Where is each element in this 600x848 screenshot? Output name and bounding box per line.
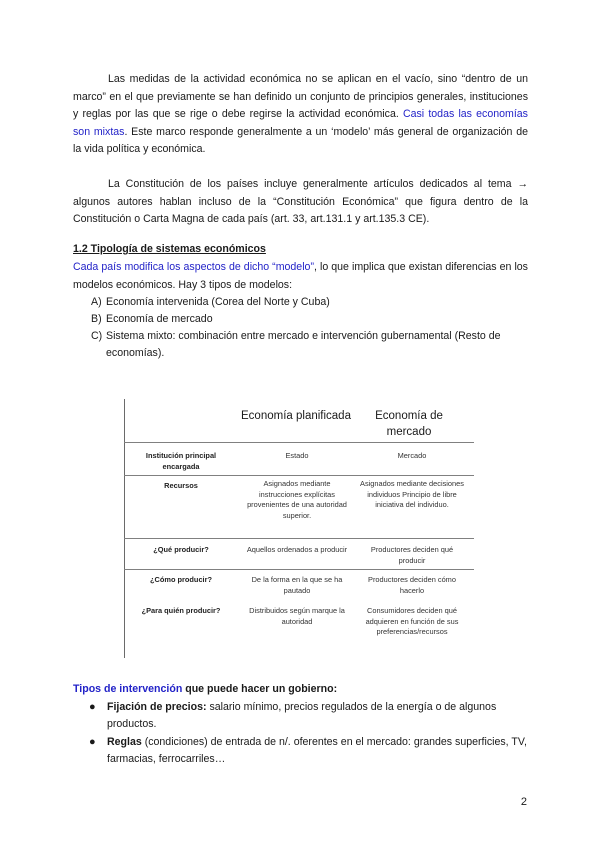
highlight-intervention-types: Tipos de intervención: [73, 683, 183, 695]
cell-market-for-whom: Consumidores deciden qué adquieren en función de sus preferencias/recursos: [365, 606, 459, 636]
list-marker: C): [91, 330, 103, 342]
list-item: [73, 311, 528, 328]
bullet-icon: ●: [89, 735, 96, 748]
highlight-country-models: Cada país modifica los aspectos de dicho “modelo”: [73, 261, 314, 273]
model-list: [73, 294, 528, 362]
list-item-text: Economía de mercado: [106, 313, 213, 325]
column-header-planned: Economía planificada: [241, 410, 351, 422]
cell-planned-what: Aquellos ordenados a producir: [246, 545, 348, 554]
cell-market-resources: Asignados mediante decisiones individuos Principio de libre iniciativa del individuo.: [360, 479, 464, 509]
table-row-divider: [124, 569, 474, 570]
table-row-divider: [124, 475, 474, 476]
table-left-border: [124, 399, 125, 658]
economic-systems-table-image: [124, 399, 474, 658]
row-header-resources: Recursos: [164, 481, 198, 490]
row-header-institution: Institución principal encargada: [145, 451, 217, 471]
list-item-text: Sistema mixto: combinación entre mercado e intervención gubernamental (Resto de economías).: [106, 330, 501, 359]
bullet-icon: ●: [89, 701, 96, 713]
list-item: [73, 328, 528, 362]
list-item: [73, 734, 528, 769]
table-header-divider: [124, 442, 474, 443]
paragraph-economic-framework: [73, 71, 528, 159]
intervention-title: [73, 681, 528, 699]
column-header-market: Economía de mercado: [375, 410, 443, 438]
list-marker: B): [91, 313, 102, 325]
section-title: 1.2 Tipología de sistemas económicos: [73, 243, 266, 255]
cell-planned-for-whom: Distribuidos según marque la autoridad: [249, 606, 345, 626]
cell-market-what: Productores deciden qué producir: [370, 545, 454, 565]
cell-planned-how: De la forma en la que se ha pautado: [251, 575, 343, 595]
list-marker: A): [91, 296, 102, 308]
highlight-mixed-economies: Casi todas las economías son mixtas: [73, 108, 528, 138]
cell-market-institution: Mercado: [397, 451, 427, 460]
row-header-for-whom: ¿Para quién producir?: [141, 606, 221, 615]
row-header-how: ¿Cómo producir?: [150, 575, 212, 584]
list-item-text: Economía intervenida (Corea del Norte y Cuba): [106, 296, 330, 308]
bullet-term: Reglas: [107, 735, 142, 748]
bullet-text: (condiciones) de entrada de n/. oferentes en el mercado: grandes superficies, TV, farmacias, ferrocarriles…: [107, 735, 527, 765]
section-intro: [73, 259, 528, 294]
intervention-title-text: que puede hacer un gobierno:: [182, 683, 338, 695]
page-number: 2: [520, 796, 527, 808]
bullet-text: salario mínimo, precios regulados de la energía o de algunos productos.: [107, 701, 497, 731]
list-item: [73, 699, 528, 734]
cell-market-how: Productores deciden cómo hacerlo: [368, 575, 456, 595]
list-item: [73, 294, 528, 311]
cell-planned-resources: Asignados mediante instrucciones explícitas provenientes de una autoridad superior.: [247, 479, 347, 520]
paragraph-text: Las medidas de la actividad económica no se aplican en el vacío, sino “dentro de un marco” en el que previamente se han definido un conjunto de principios generales, instituciones y reglas por las que se rige o debe regirse la actividad económica.: [73, 73, 528, 120]
section-intro-text: , lo que implica que existan diferencias en los modelos económicos. Hay 3 tipos de modelos:: [73, 261, 528, 291]
row-header-what: ¿Qué producir?: [153, 545, 209, 554]
paragraph-constitution: La Constitución de los países incluye generalmente artículos dedicados al tema → algunos autores hablan incluso de la “Constitución Económica” que figura dentro de la Constitución o Carta Magna de cada país (art. 33, art.131.1 y art.135.3 CE).: [73, 178, 528, 225]
paragraph-text-end: . Este marco responde generalmente a un ‘modelo’ más general de organización de la vida política y económica.: [73, 125, 528, 155]
bullet-term: Fijación de precios:: [107, 701, 207, 713]
cell-planned-institution: Estado: [285, 451, 309, 460]
section-heading: [73, 241, 528, 259]
table-row-divider: [124, 538, 474, 539]
intervention-list: [73, 699, 528, 768]
